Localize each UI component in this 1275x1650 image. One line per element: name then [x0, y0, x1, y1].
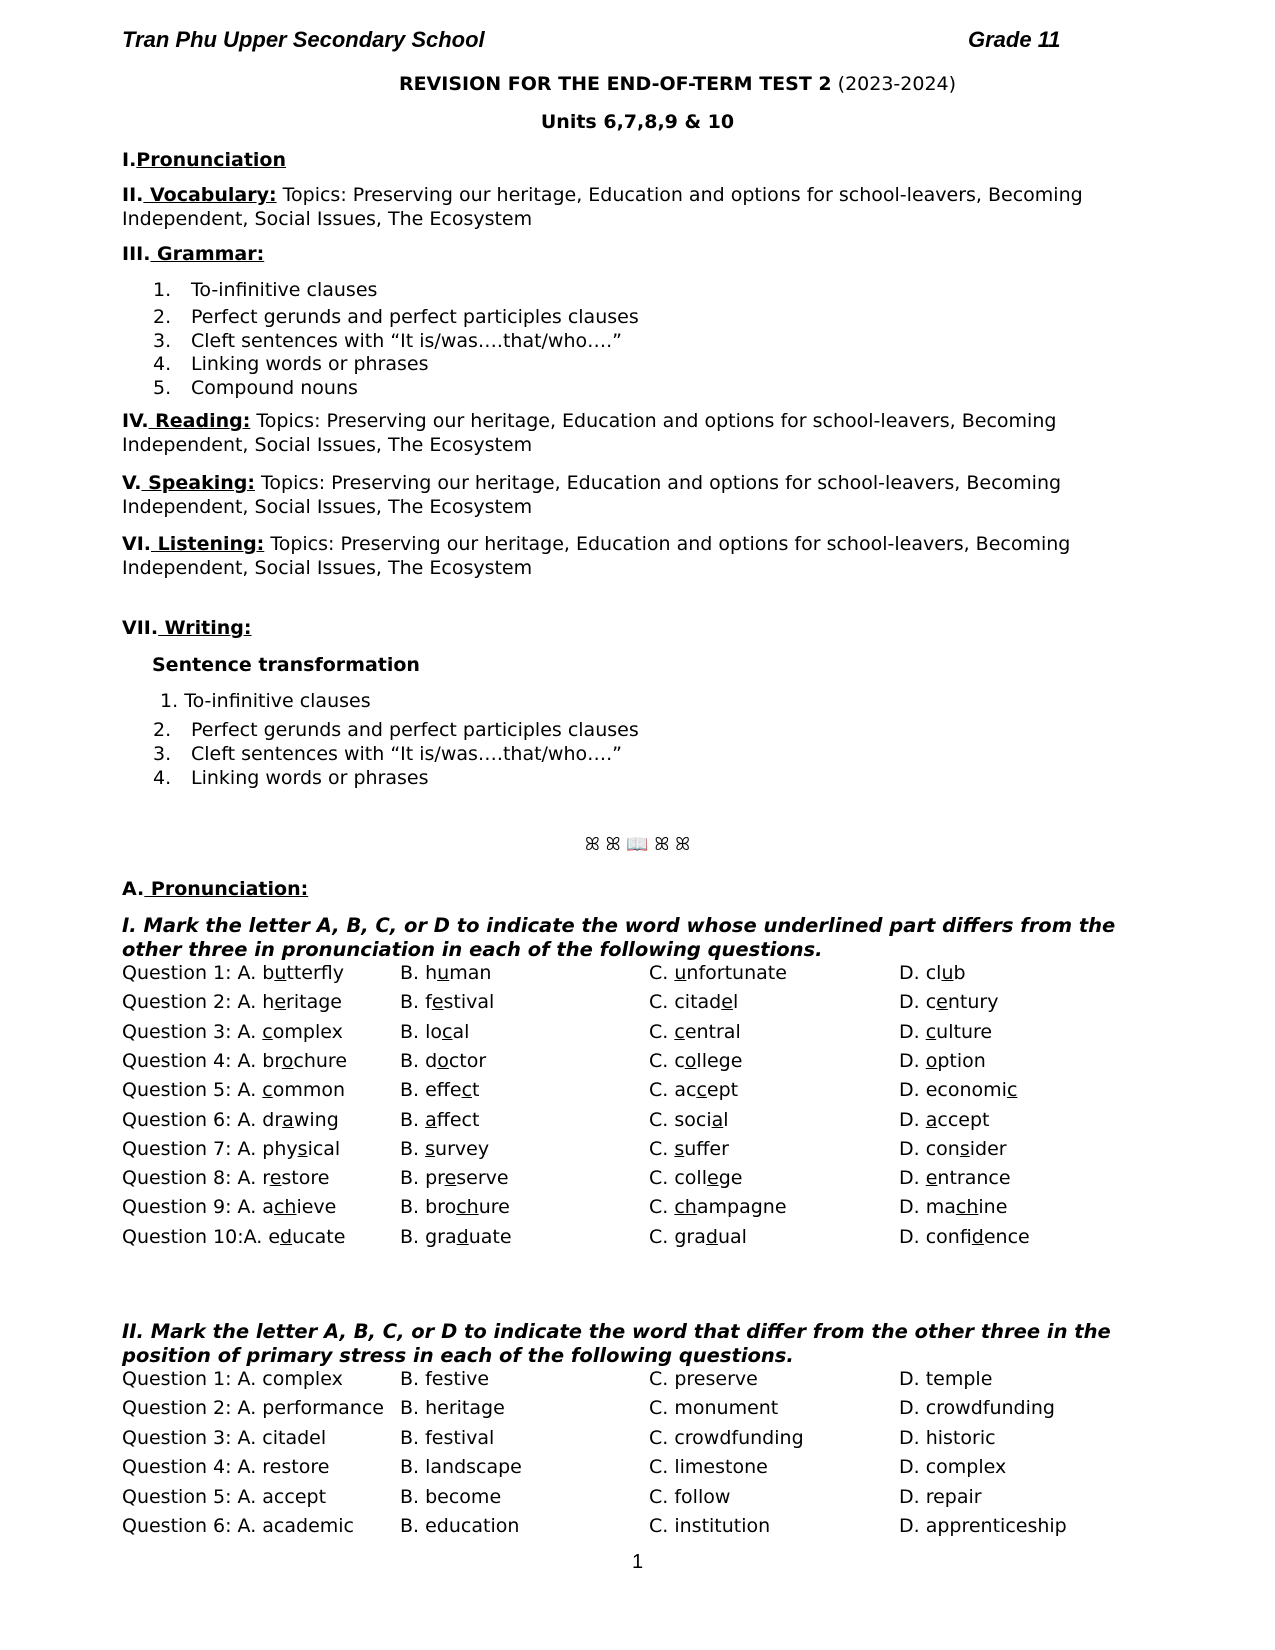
option-b [400, 991, 494, 1013]
underlined-letters: e [925, 1167, 938, 1189]
word-part: D. ma [899, 1196, 956, 1218]
underlined-letters: s [959, 1138, 970, 1160]
underlined-letters: c [442, 1021, 453, 1043]
option-a [122, 1167, 329, 1189]
underlined-letters: d [705, 1226, 718, 1248]
writing-item: 3. Cleft sentences with “It is/was….that/who….” [153, 743, 623, 765]
underlined-letters: e [269, 1167, 282, 1189]
outline-grammar [122, 242, 264, 266]
option-c [649, 1109, 729, 1131]
option-b: B. festive [400, 1368, 490, 1390]
word-part: C. ac [649, 1079, 697, 1101]
question-row [0, 1515, 1275, 1544]
writing-item: 2. Perfect gerunds and perfect participles clauses [153, 719, 639, 741]
option-b [400, 1050, 486, 1072]
option-c [649, 1138, 729, 1160]
question-row [0, 962, 1275, 991]
word-part: ine [978, 1196, 1008, 1218]
outline-speaking [122, 471, 1142, 519]
word-part: C. [649, 1138, 675, 1160]
option-b: B. become [400, 1486, 502, 1508]
word-part: l [732, 991, 739, 1013]
option-d: D. temple [899, 1368, 993, 1390]
option-b: B. education [400, 1515, 520, 1537]
word-part: dr [262, 1109, 283, 1131]
underlined-letters: c [461, 1079, 473, 1101]
word-part: ctor [448, 1050, 487, 1072]
option-b [400, 962, 491, 984]
word-part: B. gra [400, 1226, 457, 1248]
grammar-item: 1. To-infinitive clauses [153, 279, 378, 301]
word-part: uffer [684, 1138, 729, 1160]
word-part: ritage [286, 991, 342, 1013]
question-row [0, 1226, 1275, 1255]
option-d [899, 1196, 1007, 1218]
grammar-item: 5. Compound nouns [153, 377, 358, 399]
word-part: D. [899, 1021, 926, 1043]
section-number: A. [122, 878, 145, 900]
outline-pronunciation [122, 148, 286, 172]
word-part: ge [718, 1167, 743, 1189]
word-part: ider [969, 1138, 1007, 1160]
underlined-letters: u [437, 962, 450, 984]
grammar-item: 3. Cleft sentences with “It is/was….that/who….” [153, 330, 623, 352]
word-part: ption [937, 1050, 986, 1072]
writing-item: 1. To-infinitive clauses [160, 690, 371, 712]
option-a [122, 962, 344, 984]
outline-vocabulary [122, 183, 1142, 231]
word-part: nfortunate [686, 962, 787, 984]
word-part: B. effe [400, 1079, 462, 1101]
outline-label: Writing: [158, 617, 252, 639]
outline-label: Speaking: [141, 472, 255, 494]
word-part: ieve [296, 1196, 337, 1218]
word-part: C. gra [649, 1226, 706, 1248]
word-part: tterfly [286, 962, 345, 984]
underlined-letters: a [711, 1109, 724, 1131]
word-part: urvey [435, 1138, 490, 1160]
option-a: Question 3: A. citadel [122, 1427, 327, 1449]
outline-label: Grammar: [150, 243, 265, 265]
option-d [899, 1109, 989, 1131]
underlined-letters: a [925, 1109, 938, 1131]
word-part: e [268, 1226, 281, 1248]
underlined-letters: c [925, 1021, 937, 1043]
word-part: serve [456, 1167, 509, 1189]
title-year: (2023-2024) [831, 73, 957, 95]
underlined-letters: s [297, 1138, 308, 1160]
underlined-letters: u [274, 962, 287, 984]
underlined-letters: c [674, 1021, 685, 1043]
word-part: b [953, 962, 966, 984]
word-part: ampagne [696, 1196, 787, 1218]
word-part: B. [400, 1109, 426, 1131]
question-label: Question 10:A. [122, 1226, 269, 1248]
question-row [0, 991, 1275, 1020]
word-part: B. lo [400, 1021, 443, 1043]
word-part: llege [696, 1050, 743, 1072]
word-part: store [281, 1167, 330, 1189]
page-number: 1 [631, 1551, 644, 1573]
outline-topics: Topics: Preserving our heritage, Education and options for school-leavers, Becoming Independent, Social Issues, The Ecosystem [122, 533, 1071, 579]
word-part: B. pr [400, 1167, 445, 1189]
option-c [649, 1050, 742, 1072]
section-label: Pronunciation: [144, 878, 309, 900]
word-part: al [452, 1021, 470, 1043]
underlined-letters: s [425, 1138, 436, 1160]
word-part: B. f [400, 991, 432, 1013]
question-row [0, 1021, 1275, 1050]
question-row [0, 1196, 1275, 1225]
option-d: D. historic [899, 1427, 996, 1449]
section-a-heading [122, 877, 308, 901]
underlined-letters: o [684, 1050, 697, 1072]
option-a [122, 1226, 345, 1248]
word-part: D. [899, 1109, 926, 1131]
option-a [122, 1109, 339, 1131]
units-line: Units 6,7,8,9 & 10 [540, 111, 735, 133]
word-part: a [262, 1196, 274, 1218]
underlined-letters: u [941, 962, 954, 984]
underlined-letters: u [674, 962, 687, 984]
question-row [0, 1397, 1275, 1426]
question-label: Question 7: A. [122, 1138, 263, 1160]
option-b: B. landscape [400, 1456, 522, 1478]
word-part: D. [899, 1167, 926, 1189]
question-row [0, 1456, 1275, 1485]
word-part: r [262, 1167, 270, 1189]
part1-instruction: I. Mark the letter A, B, C, or D to indicate the word whose underlined part differs from the other three in pronunciation in each of the following questions. [122, 914, 1116, 961]
word-part: D. con [899, 1138, 960, 1160]
underlined-letters: o [925, 1050, 938, 1072]
option-a [122, 1021, 343, 1043]
underlined-letters: e [706, 1167, 719, 1189]
outline-reading [122, 409, 1142, 457]
option-c [649, 962, 787, 984]
option-b [400, 1138, 489, 1160]
grammar-item: 2. Perfect gerunds and perfect participles clauses [153, 306, 639, 328]
option-c [649, 1196, 787, 1218]
outline-label: Reading: [148, 410, 251, 432]
option-d [899, 1167, 1011, 1189]
underlined-letters: c [262, 1021, 273, 1043]
option-b [400, 1079, 480, 1101]
question-row [0, 1079, 1275, 1108]
word-part: C. c [649, 1050, 685, 1072]
option-b [400, 1109, 479, 1131]
grade-label: Grade 11 [968, 27, 1061, 52]
word-part: ual [717, 1226, 747, 1248]
outline-number: VI. [122, 533, 151, 555]
writing-subheading: Sentence transformation [152, 654, 420, 676]
underlined-letters: e [444, 1167, 457, 1189]
question-row [0, 1050, 1275, 1079]
question-row [0, 1427, 1275, 1456]
word-part: D. economi [899, 1079, 1007, 1101]
word-part: uate [468, 1226, 512, 1248]
word-part: D. cl [899, 962, 942, 984]
word-part: ure [478, 1196, 510, 1218]
part2-instruction: II. Mark the letter A, B, C, or D to indicate the word that differ from the other three in the position of primary stress in each of the following questions. [122, 1320, 1111, 1367]
word-part: entral [684, 1021, 741, 1043]
question-label: Question 8: A. [122, 1167, 263, 1189]
option-a: Question 1: A. complex [122, 1368, 343, 1390]
outline-number: V. [122, 472, 142, 494]
underlined-letters: e [721, 991, 733, 1013]
question-row [0, 1486, 1275, 1515]
question-label: Question 2: A. [122, 991, 263, 1013]
writing-item: 4. Linking words or phrases [153, 767, 429, 789]
outline-label: Listening: [151, 533, 265, 555]
underlined-letters: c [262, 1079, 273, 1101]
word-part: B. [400, 1138, 426, 1160]
outline-number: II. [122, 184, 144, 206]
underlined-letters: s [674, 1138, 685, 1160]
school-name: Tran Phu Upper Secondary School [122, 27, 485, 52]
option-c: C. institution [649, 1515, 771, 1537]
option-d [899, 1079, 1017, 1101]
word-part: D. [899, 1050, 926, 1072]
option-c [649, 1226, 747, 1248]
underlined-letters: c [1006, 1079, 1018, 1101]
underlined-letters: ch [955, 1196, 979, 1218]
option-a: Question 2: A. performance [122, 1397, 384, 1419]
word-part: C. [649, 962, 675, 984]
option-d [899, 962, 966, 984]
document-title [40, 73, 1275, 95]
option-b [400, 1196, 510, 1218]
word-part: ence [983, 1226, 1030, 1248]
underlined-letters: o [281, 1050, 294, 1072]
underlined-letters: c [696, 1079, 707, 1101]
ornament-divider: ꕤ ꕤ 📖 ꕤ ꕤ [584, 834, 691, 855]
outline-label: Pronunciation [136, 149, 286, 171]
outline-number: III. [122, 243, 151, 265]
option-a: Question 4: A. restore [122, 1456, 330, 1478]
underlined-letters: o [437, 1050, 449, 1072]
question-label: Question 4: A. [122, 1050, 263, 1072]
option-d: D. crowdfunding [899, 1397, 1055, 1419]
grammar-item: 4. Linking words or phrases [153, 353, 429, 375]
word-part: chure [293, 1050, 348, 1072]
question-label: Question 6: A. [122, 1109, 263, 1131]
word-part: omplex [272, 1021, 343, 1043]
option-c: C. follow [649, 1486, 731, 1508]
title-main: REVISION FOR THE END-OF-TERM TEST 2 [398, 73, 832, 95]
option-a: Question 5: A. accept [122, 1486, 327, 1508]
option-d: D. complex [899, 1456, 1007, 1478]
outline-topics: Topics: Preserving our heritage, Education and options for school-leavers, Becoming Independent, Social Issues, The Ecosystem [122, 410, 1057, 456]
word-part: b [262, 962, 275, 984]
option-d: D. apprenticeship [899, 1515, 1067, 1537]
underlined-letters: ch [674, 1196, 697, 1218]
word-part: D. c [899, 991, 937, 1013]
word-part: br [262, 1050, 282, 1072]
option-d [899, 1050, 986, 1072]
word-part: B. bro [400, 1196, 457, 1218]
underlined-letters: e [274, 991, 287, 1013]
outline-number: VII. [122, 617, 159, 639]
word-part: B. d [400, 1050, 438, 1072]
underlined-letters: ch [273, 1196, 297, 1218]
word-part: ntrance [937, 1167, 1011, 1189]
option-a: Question 6: A. academic [122, 1515, 355, 1537]
option-d [899, 1138, 1007, 1160]
word-part: C. soci [649, 1109, 712, 1131]
option-c: C. preserve [649, 1368, 758, 1390]
option-c [649, 991, 738, 1013]
option-a [122, 1196, 336, 1218]
option-a [122, 1138, 340, 1160]
word-part: C. coll [649, 1167, 707, 1189]
question-row [0, 1109, 1275, 1138]
outline-listening [122, 532, 1142, 580]
word-part: ulture [936, 1021, 993, 1043]
outline-topics: Topics: Preserving our heritage, Education and options for school-leavers, Becoming Independent, Social Issues, The Ecosystem [122, 184, 1083, 230]
outline-number: I. [122, 149, 137, 171]
word-part: ffect [436, 1109, 480, 1131]
option-a [122, 1050, 347, 1072]
word-part: D. confi [899, 1226, 972, 1248]
underlined-letters: a [282, 1109, 294, 1131]
option-b: B. heritage [400, 1397, 505, 1419]
outline-writing [122, 616, 252, 640]
word-part: l [723, 1109, 729, 1131]
underlined-letters: ch [456, 1196, 479, 1218]
word-part: C. citad [649, 991, 722, 1013]
word-part: ntury [947, 991, 999, 1013]
underlined-letters: e [936, 991, 948, 1013]
word-part: ccept [937, 1109, 990, 1131]
word-part: C. [649, 1196, 675, 1218]
word-part: C. [649, 1021, 675, 1043]
option-d [899, 1021, 992, 1043]
question-label: Question 5: A. [122, 1079, 263, 1101]
option-d [899, 1226, 1030, 1248]
word-part: B. h [400, 962, 438, 984]
question-row [0, 1138, 1275, 1167]
option-c [649, 1167, 742, 1189]
outline-topics: Topics: Preserving our heritage, Education and options for school-leavers, Becoming Independent, Social Issues, The Ecosystem [122, 472, 1062, 518]
word-part: wing [293, 1109, 339, 1131]
word-part: phy [262, 1138, 298, 1160]
option-b [400, 1226, 512, 1248]
word-part: man [449, 962, 492, 984]
question-label: Question 9: A. [122, 1196, 263, 1218]
option-c: C. crowdfunding [649, 1427, 804, 1449]
underlined-letters: d [971, 1226, 984, 1248]
underlined-letters: e [431, 991, 444, 1013]
underlined-letters: d [456, 1226, 469, 1248]
option-b [400, 1167, 509, 1189]
outline-number: IV. [122, 410, 149, 432]
word-part: h [262, 991, 275, 1013]
word-part: ept [706, 1079, 739, 1101]
option-c [649, 1079, 738, 1101]
underlined-letters: d [280, 1226, 293, 1248]
option-c: C. limestone [649, 1456, 768, 1478]
word-part: ommon [272, 1079, 346, 1101]
outline-label: Vocabulary: [143, 184, 277, 206]
word-part: ucate [292, 1226, 346, 1248]
option-a [122, 991, 342, 1013]
option-a [122, 1079, 345, 1101]
word-part: stival [443, 991, 495, 1013]
option-c: C. monument [649, 1397, 779, 1419]
question-row [0, 1167, 1275, 1196]
question-label: Question 3: A. [122, 1021, 263, 1043]
option-d: D. repair [899, 1486, 982, 1508]
question-row [0, 1368, 1275, 1397]
option-b: B. festival [400, 1427, 495, 1449]
word-part: t [472, 1079, 480, 1101]
option-c [649, 1021, 741, 1043]
word-part: ical [307, 1138, 341, 1160]
option-b [400, 1021, 469, 1043]
underlined-letters: a [425, 1109, 437, 1131]
question-label: Question 1: A. [122, 962, 263, 984]
option-d [899, 991, 998, 1013]
